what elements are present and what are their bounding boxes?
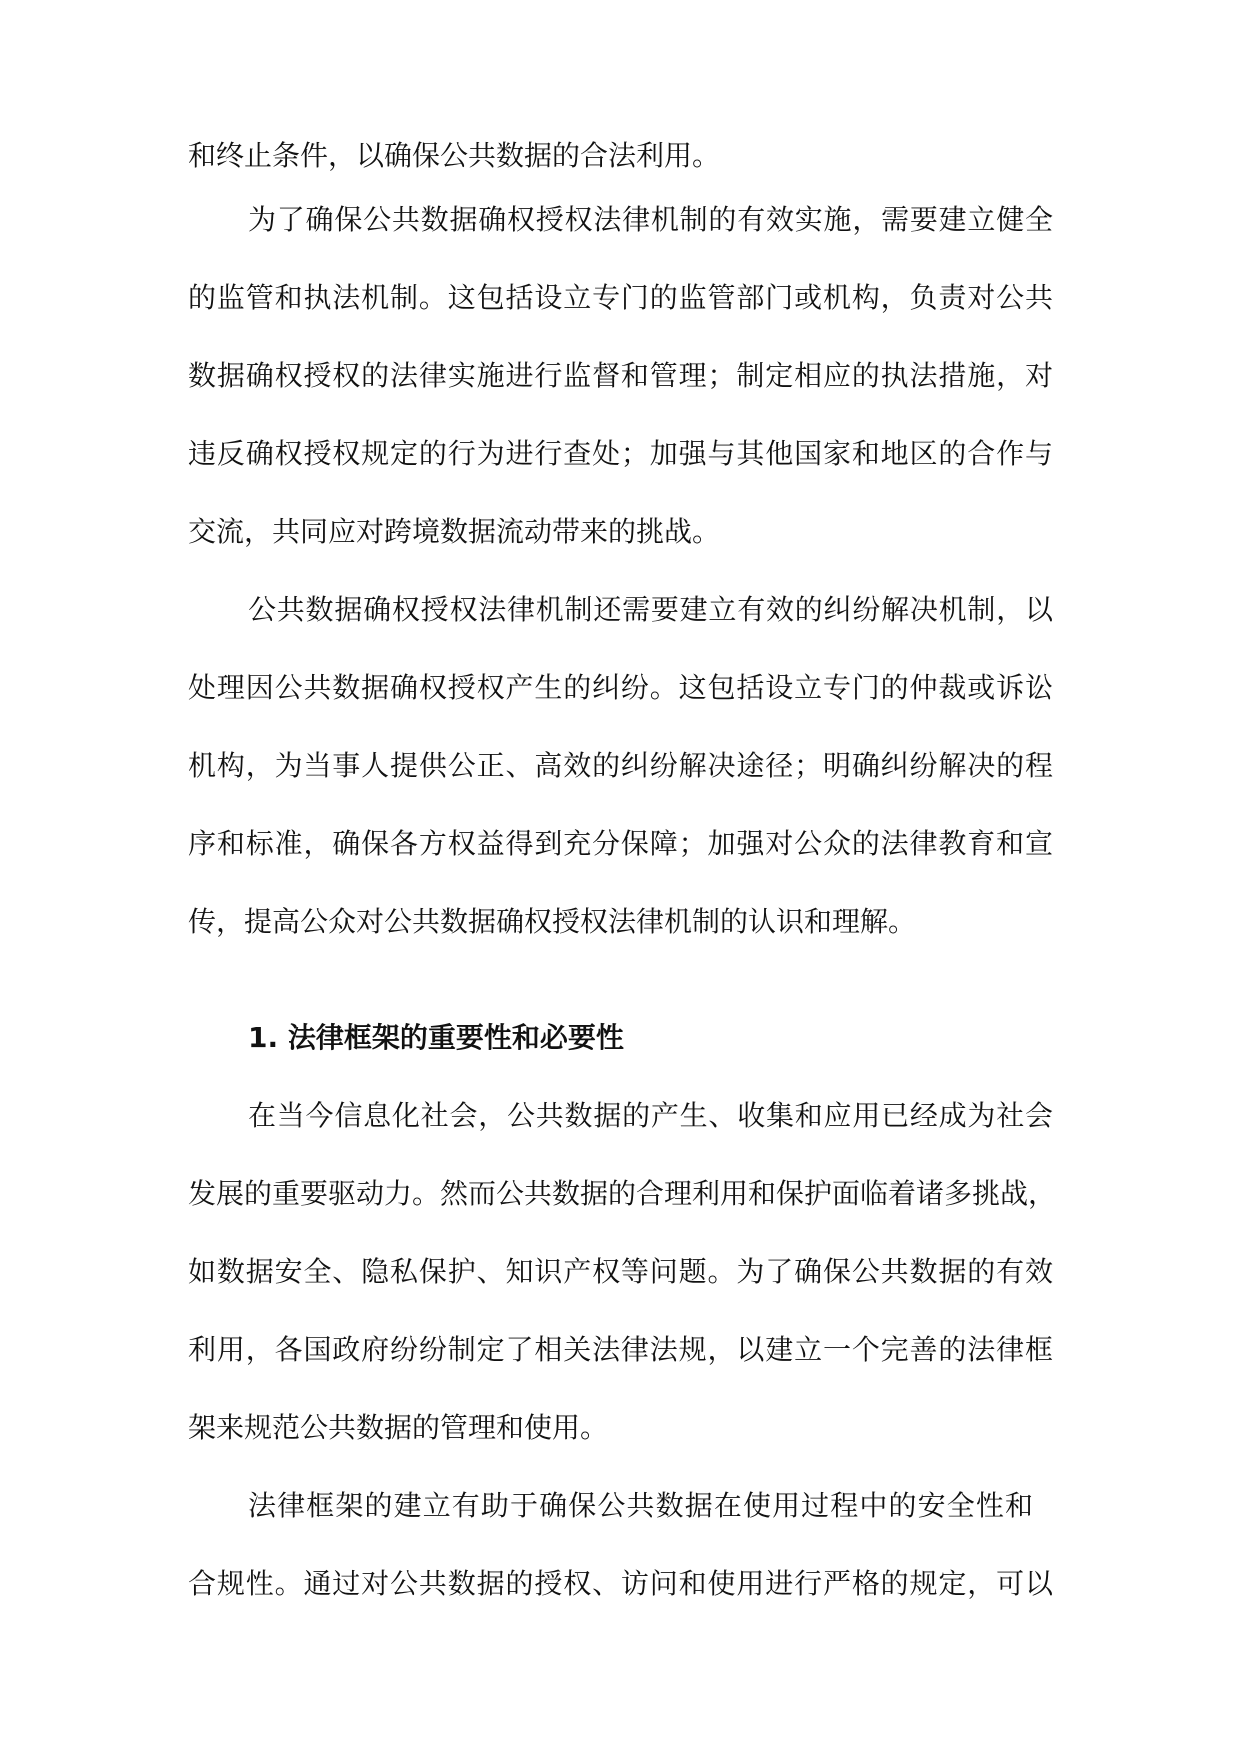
text-line: 合规性。通过对公共数据的授权、访问和使用进行严格的规定，可以: [188, 1567, 1053, 1600]
text-line: 利用，各国政府纷纷制定了相关法律法规，以建立一个完善的法律框: [188, 1333, 1053, 1366]
text-line: 序和标准，确保各方权益得到充分保障；加强对公众的法律教育和宣: [188, 827, 1053, 860]
text-line: 法律框架的建立有助于确保公共数据在使用过程中的安全性和: [248, 1489, 1033, 1522]
text-line: 和终止条件，以确保公共数据的合法利用。: [188, 139, 721, 172]
text-line: 如数据安全、隐私保护、知识产权等问题。为了确保公共数据的有效: [188, 1255, 1053, 1288]
text-line: 发展的重要驱动力。然而公共数据的合理利用和保护面临着诸多挑战，: [188, 1177, 1057, 1210]
text-line: 架来规范公共数据的管理和使用。: [188, 1411, 609, 1444]
text-line: 在当今信息化社会，公共数据的产生、收集和应用已经成为社会: [248, 1099, 1053, 1132]
text-line: 传，提高公众对公共数据确权授权法律机制的认识和理解。: [188, 905, 917, 938]
text-line: 为了确保公共数据确权授权法律机制的有效实施，需要建立健全: [248, 203, 1053, 236]
text-line: 数据确权授权的法律实施进行监督和管理；制定相应的执法措施，对: [188, 359, 1053, 392]
text-line: 的监管和执法机制。这包括设立专门的监管部门或机构，负责对公共: [188, 281, 1053, 314]
text-line: 交流，共同应对跨境数据流动带来的挑战。: [188, 515, 721, 548]
text-line: 处理因公共数据确权授权产生的纠纷。这包括设立专门的仲裁或诉讼: [188, 671, 1053, 704]
text-line: 机构，为当事人提供公正、高效的纠纷解决途径；明确纠纷解决的程: [188, 749, 1053, 782]
text-line: 公共数据确权授权法律机制还需要建立有效的纠纷解决机制，以: [248, 593, 1053, 626]
text-line: 违反确权授权规定的行为进行查处；加强与其他国家和地区的合作与: [188, 437, 1053, 470]
section-heading: 1. 法律框架的重要性和必要性: [248, 1021, 624, 1054]
